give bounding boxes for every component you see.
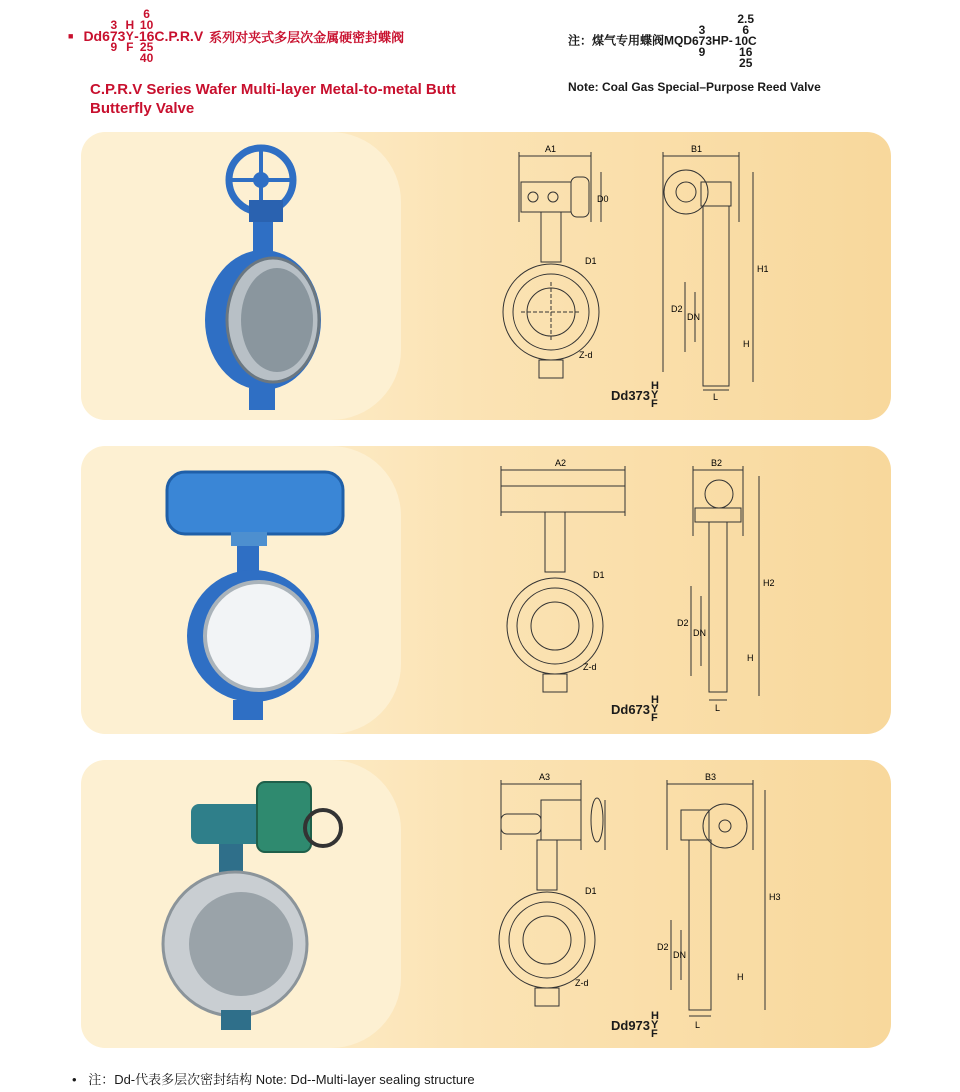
note-series-value: 9 xyxy=(698,44,706,59)
dim-h2: H2 xyxy=(763,578,775,588)
model-number-2 xyxy=(611,696,659,723)
dim-d2: D2 xyxy=(657,942,669,952)
model-number-2-letters xyxy=(651,696,659,723)
note-label-text: 注：煤气专用蝶阀MQD xyxy=(568,33,692,48)
electric-butterfly-valve-photo xyxy=(161,774,371,1036)
dim-dn: DN xyxy=(687,312,700,322)
coal-gas-note xyxy=(568,10,757,72)
worm-gear-butterfly-valve-photo xyxy=(191,140,341,415)
model-dash: - xyxy=(134,28,139,44)
dim-d2: D2 xyxy=(677,618,689,628)
title-bullet: ■ xyxy=(68,31,74,41)
model-2-h: H xyxy=(651,694,659,706)
note-series-inline xyxy=(692,22,713,59)
note-pressure-stack xyxy=(734,11,757,70)
model-number-3-prefix: Dd973 xyxy=(611,1018,651,1033)
note-model-suffix-inline: HP- xyxy=(712,33,733,48)
title-english xyxy=(90,80,456,118)
dim-h: H xyxy=(743,339,750,349)
dim-dn: DN xyxy=(673,950,686,960)
series-9: 9 xyxy=(110,39,118,54)
note-pressure-2-5: 2.5 xyxy=(737,11,755,26)
model-prefix: Dd xyxy=(83,28,103,44)
model-number-1-letters xyxy=(651,382,659,409)
pressure-10: 10 xyxy=(139,17,154,32)
valve-front-and-side-drawing xyxy=(481,456,801,726)
dim-l: L xyxy=(713,392,719,402)
model-series-stack xyxy=(102,17,126,54)
model-number-2-prefix: Dd673 xyxy=(611,702,651,717)
title-english-line-1: C.P.R.V Series Wafer Multi-layer Metal-to-metal Butt xyxy=(90,81,456,98)
product-title xyxy=(68,4,404,68)
title-english-line-2: Butterfly Valve xyxy=(90,100,195,117)
note-pressure-16: 16 xyxy=(739,44,753,59)
valve-panel-2 xyxy=(81,446,891,734)
footnote xyxy=(72,1069,475,1088)
dim-d2: D2 xyxy=(671,304,683,314)
valve-front-and-side-drawing xyxy=(481,142,801,412)
seal-y: Y xyxy=(125,28,134,43)
dim-h1: H1 xyxy=(757,264,769,274)
seal-f: F xyxy=(126,39,134,54)
model-pressure-stack xyxy=(138,6,155,65)
footnote-text: 注：Dd-代表多层次密封结构 Note: Dd--Multi-layer sealing structure xyxy=(88,1072,475,1087)
model-3-y: Y xyxy=(651,1019,659,1031)
title-chinese: 系列对夹式多层次金属硬密封蝶阀 xyxy=(209,29,405,45)
model-3-f: F xyxy=(651,1028,658,1040)
dim-d0: D0 xyxy=(597,194,609,204)
dim-b2: B2 xyxy=(711,458,723,468)
dim-a2: A2 xyxy=(555,458,567,468)
pressure-40: 40 xyxy=(139,50,154,65)
model-1-h: H xyxy=(651,380,659,392)
model-1-y: Y xyxy=(651,389,659,401)
model-seal-stack xyxy=(125,17,135,54)
dim-h: H xyxy=(747,653,754,663)
note-english: Note: Coal Gas Special–Purpose Reed Valve xyxy=(568,80,821,94)
dim-a3: A3 xyxy=(539,772,551,782)
dim-dn: DN xyxy=(693,628,706,638)
valve-panel-1 xyxy=(81,132,891,420)
dim-b1: B1 xyxy=(691,144,703,154)
note-pressure-25: 25 xyxy=(739,55,753,70)
model-2-f: F xyxy=(651,712,658,724)
pressure-6: 6 xyxy=(143,6,150,21)
valve-panel-3 xyxy=(81,760,891,1048)
dim-d1: D1 xyxy=(585,256,597,266)
note-pressure-6: 6 xyxy=(742,22,750,37)
series-3: 3 xyxy=(110,17,118,32)
dim-zd: Z-d xyxy=(579,350,593,360)
dim-d1: D1 xyxy=(585,886,597,896)
pressure-25: 25 xyxy=(139,39,154,54)
model-number-3-letters xyxy=(651,1012,659,1039)
pneumatic-butterfly-valve-photo xyxy=(161,466,371,726)
model-3-h: H xyxy=(651,1010,659,1022)
seal-h: H xyxy=(125,17,135,32)
valve-front-and-side-drawing xyxy=(481,770,801,1040)
dim-a1: A1 xyxy=(545,144,557,154)
pressure-16: 16 xyxy=(138,27,155,44)
footnote-bullet: • xyxy=(72,1072,77,1087)
model-suffix: C.P.R.V xyxy=(154,28,204,44)
dim-l: L xyxy=(715,703,721,713)
model-1-f: F xyxy=(651,398,658,410)
dim-h3: H3 xyxy=(769,892,781,902)
dim-zd: Z-d xyxy=(575,978,589,988)
model-number-3 xyxy=(611,1012,659,1039)
model-number-1-prefix: Dd373 xyxy=(611,388,651,403)
model-number-1 xyxy=(611,382,659,409)
series-673: 673 xyxy=(102,27,126,44)
dim-l: L xyxy=(695,1020,701,1030)
dim-b3: B3 xyxy=(705,772,717,782)
note-pressure-10c: 10C xyxy=(734,33,757,48)
note-series-value: 3 xyxy=(698,22,706,37)
model-2-y: Y xyxy=(651,703,659,715)
dim-d1: D1 xyxy=(593,570,605,580)
note-series-value: 673 xyxy=(692,33,713,48)
dim-h: H xyxy=(737,972,744,982)
dim-zd: Z-d xyxy=(583,662,597,672)
note-label xyxy=(568,22,733,59)
